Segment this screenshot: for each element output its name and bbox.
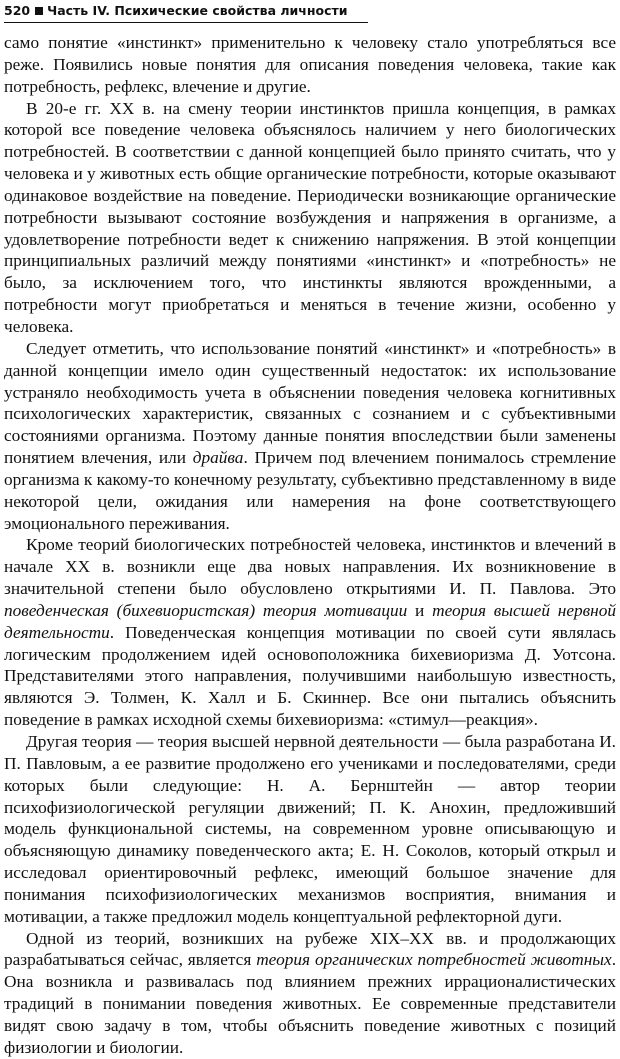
paragraph <box>4 534 616 731</box>
page-number: 520 <box>4 3 31 18</box>
text-run: В 20-е гг. XX в. на смену теории инстинктов пришла концепция, в рамках которой все поведение человека объяснялось наличием у него биологических потребностей. В соответствии с данной концепцией было принято считать, что у человека и у животных есть общие органические потребности, которые оказывают одинаковое воздействие на поведение. Периодически возникающие органические потребности вызывают состояние возбуждения и напряжения в организме, а удовлетворение потребности ведет к снижению напряжения. В этой концепции принципиальных различий между понятиями «инстинкт» и «потребность» не было, за исключением того, что инстинкты являются врожденными, а потребности могут приобретаться и меняться в течение жизни, особенно у человека. <box>4 98 616 336</box>
text-run: Другая теория — теория высшей нервной деятельности — была разработана И. П. Павловым, а ее развитие продолжено его учениками и последователями, среди которых были следующие: Н. А. Бернштейн — автор теории психофизиологической регуляции движений; П. К. Анохин, предложивший модель функциональной системы, на современном уровне описывающую и объясняющую динамику поведенческого акта; Е. Н. Соколов, который открыл и исследовал ориентировочный рефлекс, имеющий большое значение для понимания психофизиологических механизмов восприятия, внимания и мотивации, а также предложил модель концептуальной рефлекторной дуги. <box>4 732 616 926</box>
text-run: Следует отметить, что использование понятий «инстинкт» и «потребность» в данной концепции имело один существенный недостаток: их использование устраняло необходимость учета в объяснении поведения человека когнитивных психологических характеристик, связанных с сознанием и с субъективными состояниями организма. Поэтому данные понятия впоследствии были заменены понятием влечения, или <box>4 338 616 468</box>
italic-term: теория органических потребностей животных <box>256 950 612 970</box>
italic-term: драйва <box>192 448 244 468</box>
paragraph <box>4 32 616 98</box>
text-run: само понятие «инстинкт» применительно к человеку стало употребляться все реже. Появились новые понятия для описания поведения человека, такие как потребность, рефлекс, влечение и другие. <box>4 33 616 96</box>
paragraph <box>4 731 616 928</box>
text-run: . Поведенческая концепция мотивации по своей сути являлась логическим продолжением идей основоположника бихевиоризма Д. Уотсона. Представителями этого направления, получившими наибольшую известность, являются Э. Толмен, К. Халл и Б. Скиннер. Все они пытались объяснить поведение в рамках исходной схемы бихевиоризма: «стимул—реакция». <box>4 622 616 730</box>
text-run: . Причем под влечением понималось стремление организма к какому-то конечному результату, субъективно представленному в виде некоторой цели, ожидания или намерения на фоне соответствующего эмоционального переживания. <box>4 448 616 533</box>
paragraph <box>4 338 616 535</box>
section-title: Часть IV. Психические свойства личности <box>47 3 348 18</box>
running-header <box>4 2 368 23</box>
paragraph <box>4 928 616 1059</box>
paragraph <box>4 98 616 338</box>
text-run: Одной из теорий, возникших на рубеже XIX–XX вв. и продолжающих разрабатываться сейчас, является <box>4 928 616 970</box>
body-text <box>4 32 616 1059</box>
text-run: и <box>407 600 433 620</box>
italic-term: теория высшей нервной деятельности <box>4 600 617 642</box>
text-run: Кроме теорий биологических потребностей человека, инстинктов и влечений в начале XX в. возникли еще два новых направления. Их возникновение в значительной степени было обусловлено открытиями И. П. Павлова. Это <box>4 535 616 599</box>
text-run: . Она возникла и развивалась под влиянием прежних иррационалистических традиций в понимании поведения животных. Ее современные представители видят свою задачу в том, чтобы объяснить поведение животных с позиций физиологии и биологии. <box>4 950 617 1057</box>
italic-term: поведенческая (бихевиористская) теория мотивации <box>4 600 408 620</box>
square-bullet-icon <box>35 7 43 15</box>
